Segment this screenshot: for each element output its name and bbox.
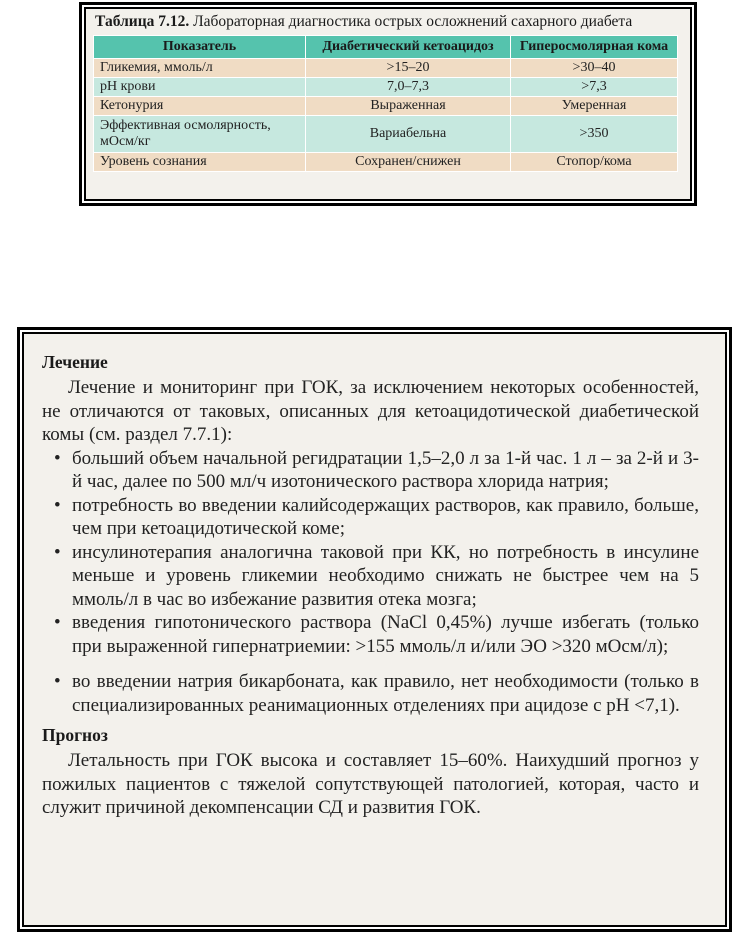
table-cell: Уровень сознания xyxy=(94,153,306,172)
table-header-row xyxy=(94,36,678,59)
column-header-ketoacidosis: Диабетический кетоацидоз xyxy=(306,36,511,59)
column-header-parameter: Показатель xyxy=(94,36,306,59)
table-cell: Выраженная xyxy=(306,97,511,116)
list-item: • введения гипотонического раствора (NaCl 0,45%) лучше избегать (только при выраженной гипернатриемии: >155 ммоль/л и/или ЭО >320 мОсм/л); xyxy=(50,611,699,658)
table-cell: Умеренная xyxy=(511,97,678,116)
table-cell: Эффективная осмолярность, мОсм/кг xyxy=(94,116,306,153)
table-cell: >7,3 xyxy=(511,78,678,97)
table-row xyxy=(94,153,678,172)
table-cell: >350 xyxy=(511,116,678,153)
text-image-frame xyxy=(17,327,732,932)
prognosis-heading: Прогноз xyxy=(42,725,108,745)
diagnostics-table xyxy=(93,35,678,172)
table-caption xyxy=(95,13,683,31)
table-row xyxy=(94,97,678,116)
table-cell: Кетонурия xyxy=(94,97,306,116)
table-cell: Гликемия, ммоль/л xyxy=(94,59,306,78)
table-cell: >15–20 xyxy=(306,59,511,78)
table-caption-text: Лабораторная диагностика острых осложнений сахарного диабета xyxy=(193,13,633,30)
list-item: • инсулинотерапия аналогична таковой при КК, но потребность в инсулине меньше и уровень гликемии необходимо снижать не быстрее чем на 5 ммоль/л в час во избежание развития отека мозга; xyxy=(50,541,699,612)
table-cell: 7,0–7,3 xyxy=(306,78,511,97)
table-row xyxy=(94,59,678,78)
treatment-intro: Лечение и мониторинг при ГОК, за исключением некоторых особенностей, не отличаются от таковых, описанных для кетоацидотической диабетической комы (см. раздел 7.7.1): xyxy=(42,377,699,445)
table-cell: Сохранен/снижен xyxy=(306,153,511,172)
treatment-list xyxy=(42,447,699,718)
table-row xyxy=(94,78,678,97)
treatment-heading: Лечение xyxy=(42,352,108,372)
table-cell: >30–40 xyxy=(511,59,678,78)
column-header-hyperosmolar-coma: Гиперосмолярная кома xyxy=(511,36,678,59)
prognosis-text: Летальность при ГОК высока и составляет 15–60%. Наихудший прогноз у пожилых пациентов с тяжелой сопутствующей патологией, которая, часто и служит причиной декомпенсации СД и развития ГОК. xyxy=(42,750,699,818)
table-row xyxy=(94,116,678,153)
list-item: • во введении натрия бикарбоната, как правило, нет необходимости (только в специализированных реанимационных отделениях при ацидозе с pH <7,1). xyxy=(50,670,699,717)
table-caption-number: Таблица 7.12. xyxy=(95,13,190,30)
table-cell: Вариабельна xyxy=(306,116,511,153)
table-image-frame xyxy=(79,2,697,206)
table-cell: Стопор/кома xyxy=(511,153,678,172)
list-item: • больший объем начальной регидратации 1,5–2,0 л за 1-й час. 1 л – за 2-й и 3-й час, далее по 500 мл/ч изотонического раствора хлорида натрия; xyxy=(50,447,699,494)
list-item: • потребность во введении калийсодержащих растворов, как правило, больше, чем при кетоацидотической коме; xyxy=(50,494,699,541)
table-cell: pH крови xyxy=(94,78,306,97)
